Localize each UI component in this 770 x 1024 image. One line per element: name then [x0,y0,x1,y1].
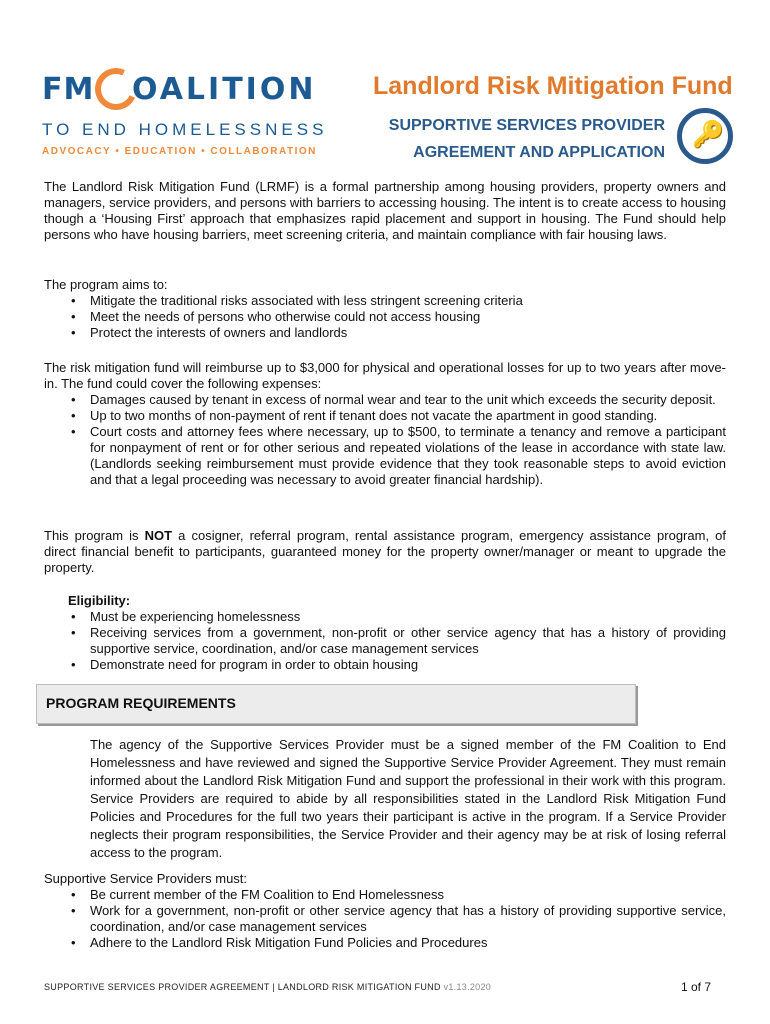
reimburse-section [44,360,726,488]
not-program-paragraph [44,528,726,576]
subtitle-line-1: SUPPORTIVE SERVICES PROVIDER [388,117,665,134]
must-list [44,887,726,951]
must-section [44,871,726,951]
list-item: • Mitigate the traditional risks associated with less stringent screening criteria [44,293,726,309]
eligibility-heading: Eligibility: [68,593,131,608]
reimburse-lead: The risk mitigation fund will reimburse up to $3,000 for physical and operational losses for up to two years after move-in. The fund could cover the following expenses: [44,360,726,391]
requirements-paragraph: The agency of the Supportive Services Provider must be a signed member of the FM Coalition to End Homelessness and have reviewed and signed the Supportive Service Provider Agreement. They must remain informed about the Landlord Risk Mitigation Fund and support the professional in their work with this program. Service Providers are required to abide by all responsibilities stated in the Landlord Risk Mitigation Fund Policies and Procedures for the full two years their participant is active in the program. If a Service Provider neglects their program responsibilities, the Service Provider and their agency may be at risk of losing referral access to the program. [90,737,726,860]
list-item: • Protect the interests of owners and landlords [44,325,726,341]
eligibility-list [44,609,726,673]
footer-title: SUPPORTIVE SERVICES PROVIDER AGREEMENT | LANDLORD RISK MITIGATION FUND [44,982,441,992]
reimburse-list [44,392,726,488]
logo-coalition-text: OALITION [132,72,317,107]
list-item: • Up to two months of non-payment of rent if tenant does not vacate the apartment in good standing. [44,408,726,424]
footer-text [44,982,491,992]
list-item: • Must be experiencing homelessness [44,609,726,625]
list-item: • Receiving services from a government, non-profit or other service agency that has a history of providing supportive service, coordination, and/or case management services [44,625,726,657]
list-item: • Be current member of the FM Coalition to End Homelessness [44,887,726,903]
keys-icon: 🔑 [677,108,733,164]
logo-fm-text: FM [42,72,95,107]
subtitle-line-2: AGREEMENT AND APPLICATION [413,144,665,161]
must-lead: Supportive Service Providers must: [44,871,248,886]
aims-lead: The program aims to: [44,277,168,292]
list-item: • Court costs and attorney fees where necessary, up to $500, to terminate a tenancy and remove a participant for nonpayment of rent or for other serious and repeated violations of the lease in accordance with state law. (Landlords seeking reimbursement must provide evidence that they took reasonable steps to avoid eviction and that a legal proceeding was necessary to avoid greater financial hardship). [44,424,726,488]
not-program-bold: NOT [144,528,173,543]
aims-section [44,277,726,341]
intro-paragraph: The Landlord Risk Mitigation Fund (LRMF) is a formal partnership among housing providers, property owners and managers, service providers, and persons with barriers to accessing housing. The intent is to create access to housing though a ‘Housing First’ approach that emphasizes rapid placement and support in housing. The Fund should help persons who have housing barriers, meet screening criteria, and maintain compliance with fair housing laws. [44,179,726,242]
list-item: • Damages caused by tenant in excess of normal wear and tear to the unit which exceeds the security deposit. [44,392,726,408]
list-item: • Meet the needs of persons who otherwise could not access housing [44,309,726,325]
aims-list [44,293,726,341]
logo-tagline: ADVOCACY • EDUCATION • COLLABORATION [42,146,317,157]
page-subtitle [385,112,665,166]
list-item: • Work for a government, non-profit or other service agency that has a history of providing supportive service, coordination, and/or case management services [44,903,726,935]
not-program-pre: This program is [44,528,145,543]
not-program-post: a cosigner, referral program, rental assistance program, emergency assistance program, of direct financial benefit to participants, guaranteed money for the property owner/manager or meant to upgrade the property. [44,528,726,575]
list-item: • Adhere to the Landlord Risk Mitigation Fund Policies and Procedures [44,935,726,951]
page-number: 1 of 7 [681,980,712,994]
program-requirements-heading-box [36,684,636,724]
program-requirements-heading: PROGRAM REQUIREMENTS [46,695,236,711]
logo-subtitle: TO END HOMELESSNESS [42,120,328,139]
page-title: Landlord Risk Mitigation Fund [373,72,733,100]
footer-version: v1.13.2020 [443,982,492,992]
eligibility-section [44,593,726,673]
list-item: • Demonstrate need for program in order to obtain housing [44,657,726,673]
